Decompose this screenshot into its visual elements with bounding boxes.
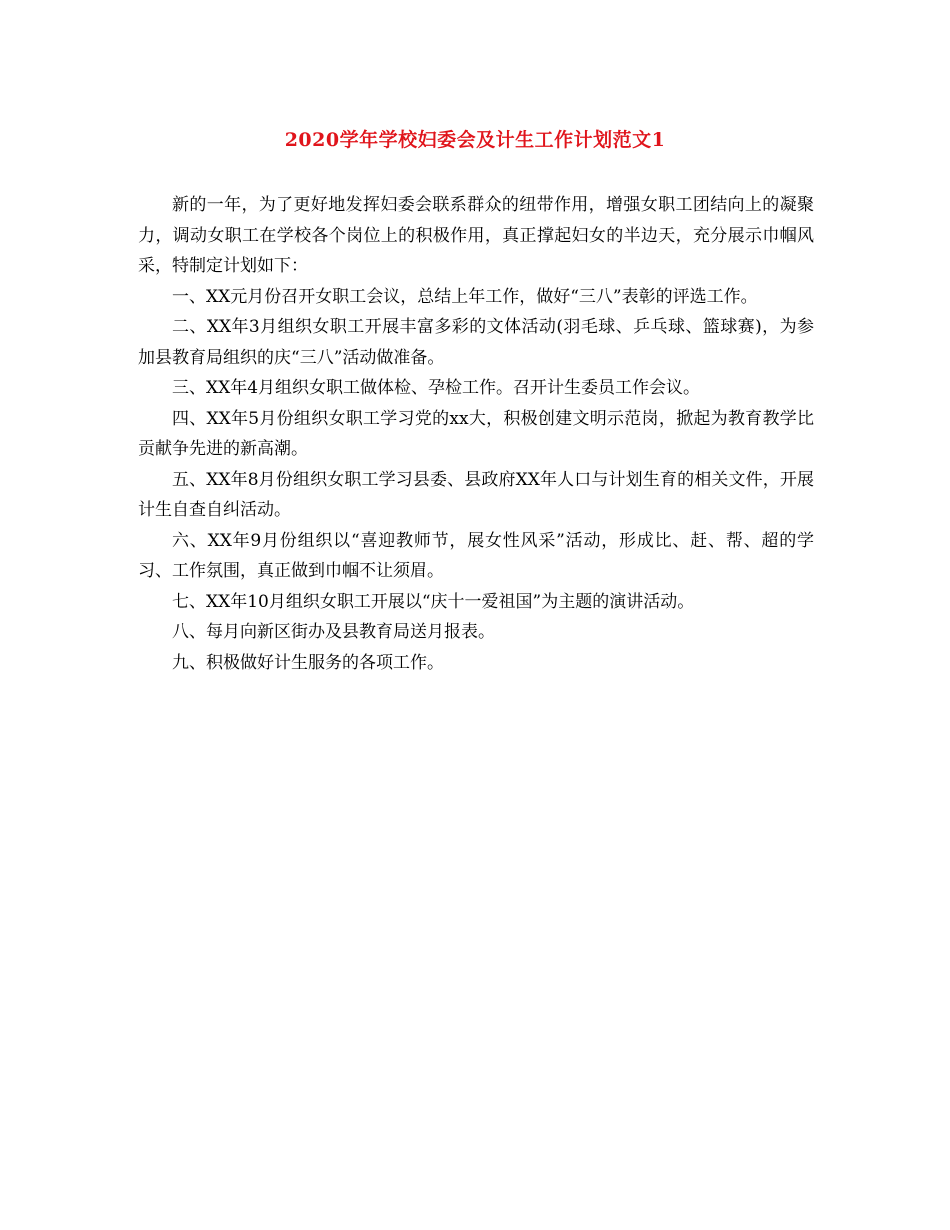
paragraph-item-8: 八、每月向新区街办及县教育局送月报表。	[172, 622, 495, 642]
paragraph-intro: 新的一年，为了更好地发挥妇委会联系群众的纽带作用，增强女职工团结向上的凝聚力，调动女职工在学校各个岗位上的积极作用，真正撑起妇女的半边天，充分展示巾帼风采，特制定计划如下：	[138, 195, 814, 276]
paragraph-item-2: 二、XX年3月组织女职工开展丰富多彩的文体活动(羽毛球、乒乓球、篮球赛)，为参加县教育局组织的庆“三八”活动做准备。	[138, 317, 814, 368]
paragraph-item-5: 五、XX年8月份组织女职工学习县委、县政府XX年人口与计划生育的相关文件，开展计生自查自纠活动。	[138, 469, 814, 520]
paragraph-item-9: 九、积极做好计生服务的各项工作。	[172, 652, 444, 673]
paragraph-item-1: 一、XX元月份召开女职工会议，总结上年工作，做好“三八”表彰的评选工作。	[172, 286, 758, 307]
paragraph-item-6: 六、XX年9月份组织以“喜迎教师节，展女性风采”活动，形成比、赶、帮、超的学习、工作氛围，真正做到巾帼不让须眉。	[138, 530, 814, 581]
paragraph-item-4: 四、XX年5月份组织女职工学习党的xx大，积极创建文明示范岗，掀起为教育教学比贡献争先进的新高潮。	[138, 408, 814, 459]
paragraph-item-3: 三、XX年4月组织女职工做体检、孕检工作。召开计生委员工作会议。	[172, 378, 701, 398]
document-body	[138, 190, 814, 678]
paragraph-item-7: 七、XX年10月组织女职工开展以“庆十一爱祖国”为主题的演讲活动。	[172, 591, 695, 612]
document-title: 2020学年学校妇委会及计生工作计划范文1	[284, 129, 666, 151]
